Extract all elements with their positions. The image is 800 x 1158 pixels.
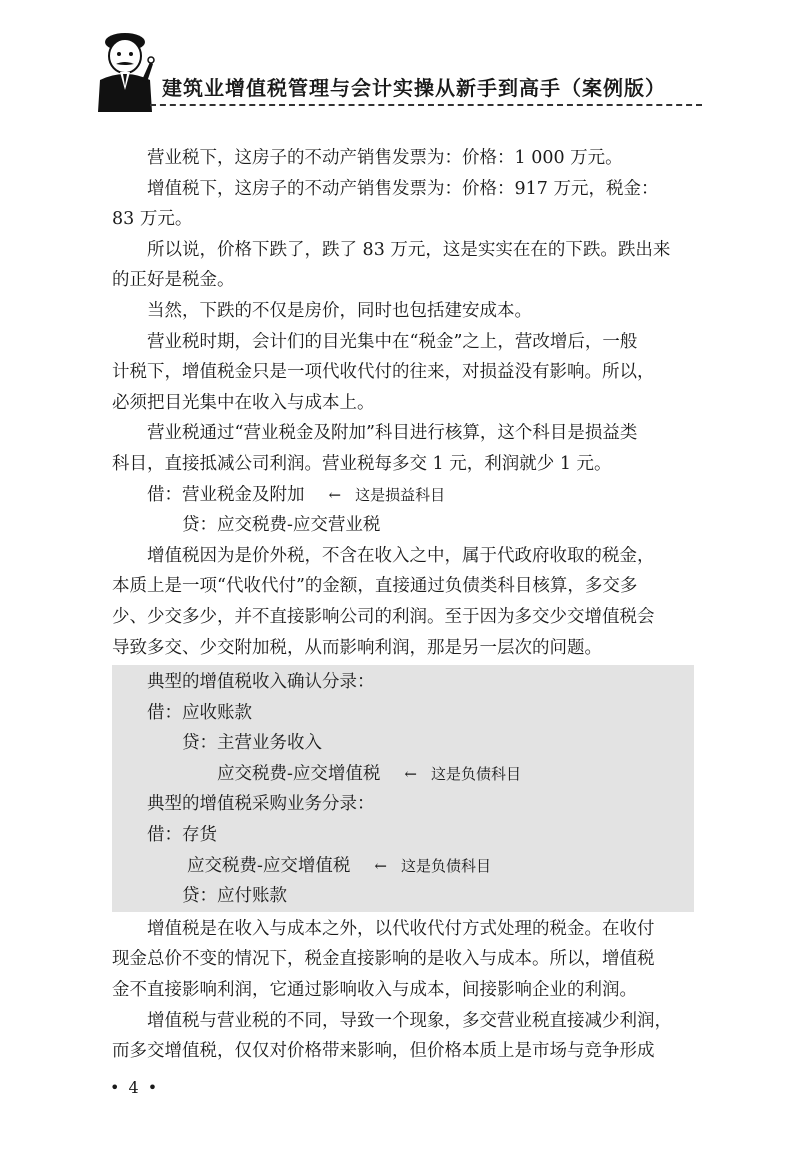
- account-note: 这是负债科目: [401, 856, 492, 875]
- paragraph: 当然，下跌的不仅是房价，同时也包括建安成本。: [147, 300, 532, 321]
- paragraph: 营业税时期，会计们的目光集中在“税金”之上，营改增后，一般: [147, 331, 638, 352]
- debit-text: 借：营业税金及附加: [147, 484, 305, 505]
- paragraph-line: 本质上是一项“代收代付”的金额，直接通过负债类科目核算，多交多: [112, 576, 638, 597]
- paragraph: 增值税是在收入与成本之外，以代收代付方式处理的税金。在收付: [147, 918, 655, 939]
- left-arrow-icon: ←: [374, 856, 387, 875]
- paragraph: 增值税下，这房子的不动产销售发票为：价格：917 万元，税金：: [147, 178, 659, 199]
- paragraph: 营业税下，这房子的不动产销售发票为：价格：1 000 万元。: [147, 148, 623, 168]
- journal-entry-debit-line: [112, 851, 694, 882]
- account-note: 这是损益科目: [355, 485, 446, 504]
- example-entries-box: [112, 665, 694, 912]
- page-body: [112, 143, 694, 1067]
- paragraph-line: 而多交增值税，仅仅对价格带来影响，但价格本质上是市场与竞争形成: [112, 1041, 655, 1062]
- example-title: 典型的增值税采购业务分录：: [147, 794, 375, 815]
- paragraph: 所以说，价格下跌了，跌了 83 万元，这是实实在在的下跌。跌出来: [147, 239, 671, 260]
- paragraph-line: 83 万元。: [112, 209, 193, 230]
- header-title: 建筑业增值税管理与会计实操从新手到高手（案例版）: [162, 76, 666, 100]
- account-note: 这是负债科目: [431, 764, 522, 783]
- paragraph-line: 的正好是税金。: [112, 270, 235, 291]
- journal-entry-credit-line: [112, 759, 694, 790]
- journal-entry-debit: [112, 480, 694, 511]
- journal-entry-debit: 借：应收账款: [147, 702, 252, 723]
- paragraph-line: 金不直接影响利润，它通过影响收入与成本，间接影响企业的利润。: [112, 980, 637, 1001]
- paragraph-line: 少、少交多少，并不直接影响公司的利润。至于因为多交少交增值税会: [112, 606, 655, 627]
- example-title: 典型的增值税收入确认分录：: [147, 672, 375, 693]
- paragraph: 增值税与营业税的不同，导致一个现象，多交营业税直接减少利润，: [147, 1010, 672, 1031]
- paragraph-line: 科目，直接抵减公司利润。营业税每多交 1 元，利润就少 1 元。: [112, 453, 612, 474]
- paragraph-line: 现金总价不变的情况下，税金直接影响的是收入与成本。所以，增值税: [112, 949, 655, 970]
- paragraph: 增值税因为是价外税，不含在收入之中，属于代政府收取的税金，: [147, 545, 655, 566]
- header-divider: [150, 104, 702, 106]
- paragraph: 营业税通过“营业税金及附加”科目进行核算，这个科目是损益类: [147, 423, 638, 444]
- mascot-illustration: [92, 30, 156, 112]
- paragraph-line: 必须把目光集中在收入与成本上。: [112, 392, 375, 413]
- paragraph-line: 计税下，增值税金只是一项代收代付的往来，对损益没有影响。所以，: [112, 362, 655, 383]
- account-text: 应交税费-应交增值税: [187, 855, 351, 876]
- journal-entry-debit: 借：存货: [147, 825, 217, 846]
- account-text: 应交税费-应交增值税: [217, 763, 381, 784]
- left-arrow-icon: ←: [404, 764, 417, 783]
- journal-entry-credit: 贷：应付账款: [182, 886, 287, 907]
- left-arrow-icon: ←: [328, 485, 342, 504]
- paragraph-line: 导致多交、少交附加税，从而影响利润，那是另一层次的问题。: [112, 637, 602, 658]
- page-number: • 4 •: [110, 1078, 160, 1097]
- journal-entry-credit: 贷：应交税费-应交营业税: [182, 515, 381, 536]
- page-header: [0, 0, 800, 120]
- journal-entry-credit: 贷：主营业务收入: [182, 733, 322, 754]
